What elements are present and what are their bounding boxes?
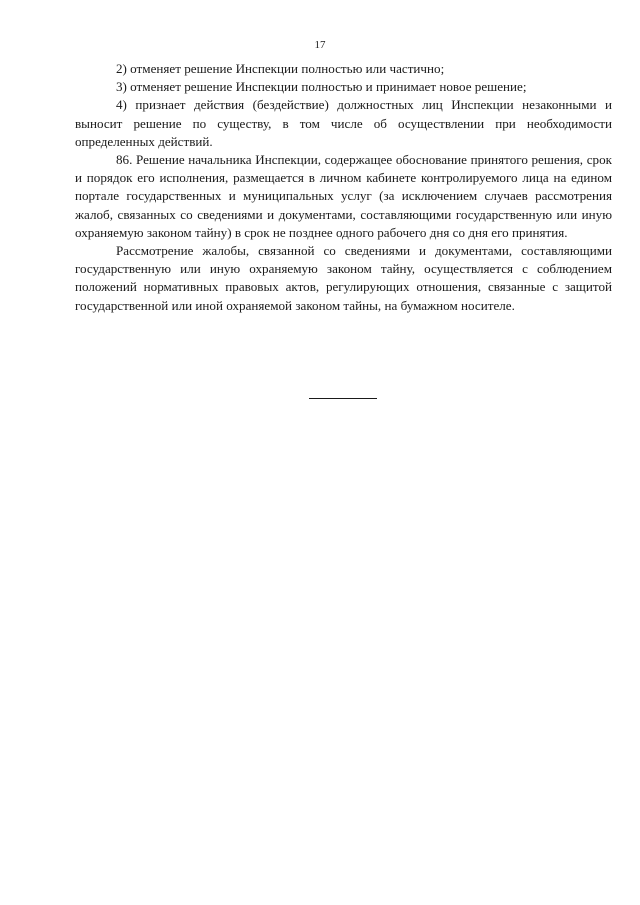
list-item-3: 3) отменяет решение Инспекции полностью и принимает новое решение; (116, 79, 527, 95)
list-item-2: 2) отменяет решение Инспекции полностью или частично; (116, 61, 445, 76)
closing-paragraph: Рассмотрение жалобы, связанной со сведениями и документами, составляющими государственную или иную охраняемую законом тайну, осуществляется с соблюдением положений нормативных правовых актов, регулирующих отношения, связанные с защитой государственной или иной охраняемой законом тайны, на бумажном носителе. (75, 243, 612, 313)
list-item-4: 4) признает действия (бездействие) должностных лиц Инспекции незаконными и выносит решение по существу, в том числе об осуществлении при необходимости определенных действий. (75, 97, 612, 149)
clause-86: 86. Решение начальника Инспекции, содержащее обоснование принятого решения, срок и порядок его исполнения, размещается в личном кабинете контролируемого лица на едином портале государственных и муниципальных услуг (за исключением случаев рассмотрения жалоб, связанных со сведениями и документами, составляющими государственную или иную охраняемую законом тайну) в срок не позднее одного рабочего дня со дня его принятия. (75, 152, 612, 240)
document-body (75, 60, 612, 315)
page-number: 17 (314, 39, 326, 51)
end-of-document-rule (309, 398, 377, 399)
